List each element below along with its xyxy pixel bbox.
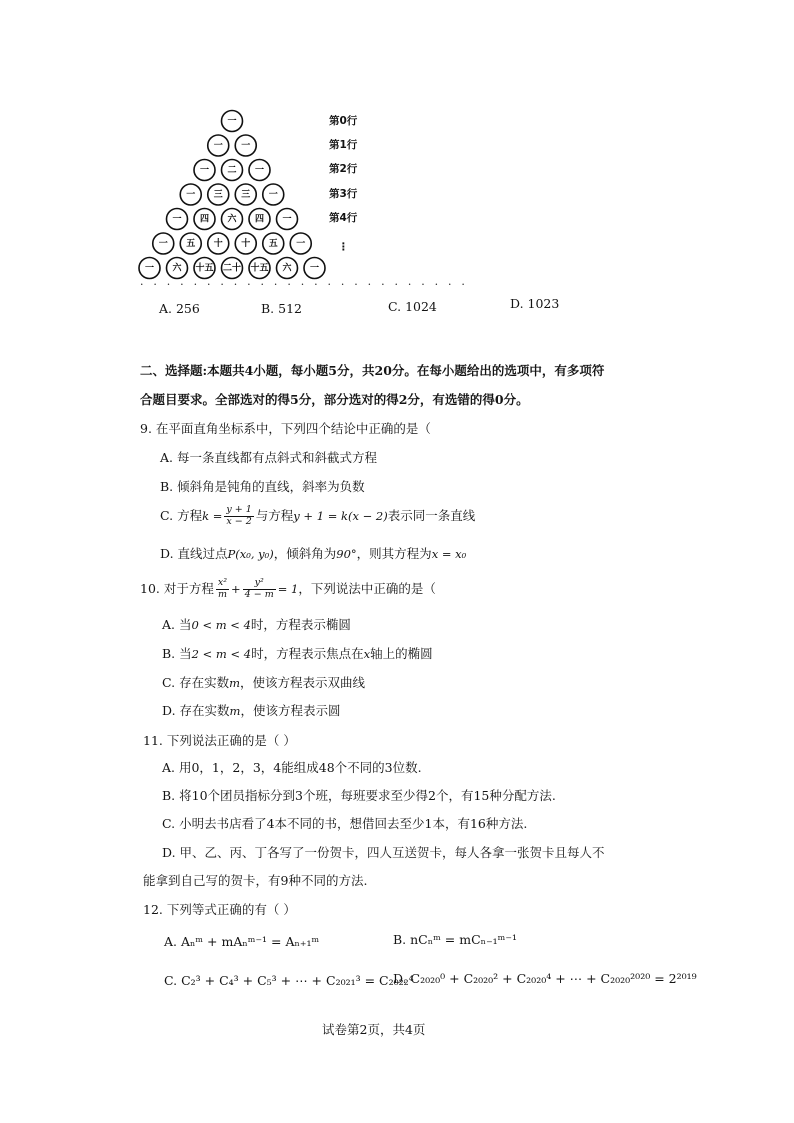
- triangle-node-label: 一: [268, 190, 278, 200]
- triangle-node: [222, 111, 243, 132]
- triangle-node-label: 四: [254, 214, 265, 225]
- q10-stem-prefix: 10. 对于方程: [140, 580, 214, 596]
- q11-stem: 11. 下列说法正确的是（ ）: [143, 733, 296, 748]
- q10-option-b: [162, 648, 433, 661]
- q10-b-condition: 2 < m < 4: [191, 647, 252, 661]
- q10-stem-suffix: ，下列说法中正确的是（: [298, 580, 436, 596]
- triangle-node: [153, 233, 174, 254]
- q9-d-point: P(x₀, y₀): [227, 547, 274, 561]
- q9-c-numerator: y + 1: [226, 504, 252, 515]
- triangle-node-label: 五: [268, 239, 278, 249]
- triangle-node: [235, 233, 256, 254]
- triangle-node: [304, 258, 325, 279]
- row-label: 第0行: [329, 115, 358, 127]
- q10-c-prefix: C. 存在实数: [162, 675, 230, 690]
- q9-c-equation: y + 1 = k(x − 2): [293, 508, 388, 523]
- triangle-node-label: 一: [241, 141, 251, 151]
- triangle-node-label: 一: [158, 239, 168, 249]
- q10-fraction-2: [243, 578, 276, 601]
- triangle-node-label: 一: [227, 116, 237, 127]
- triangle-node-label: 十: [213, 239, 223, 249]
- q11-option-c: C. 小明去书店看了4本不同的书，想借回去至少1本，有16种方法.: [162, 816, 528, 831]
- q8-option-d: D. 1023: [510, 296, 560, 311]
- triangle-node-label: 十: [241, 239, 251, 249]
- q10-equals: = 1: [277, 581, 299, 596]
- q10-stem: [140, 578, 436, 601]
- row-label: 第4行: [329, 212, 358, 224]
- q9-c-prefix: C. 方程: [160, 507, 203, 523]
- q10-b-suffix: 轴上的椭圆: [370, 646, 433, 661]
- triangle-node-label: 二: [227, 165, 237, 176]
- triangle-node: [194, 258, 215, 279]
- triangle-node: [180, 233, 201, 254]
- triangle-node-label: 一: [282, 214, 292, 225]
- q9-c-denominator: x − 2: [226, 515, 252, 527]
- triangle-node-label: 一: [254, 165, 265, 176]
- triangle-node: [139, 258, 160, 279]
- q12-option-a: A. Aₙᵐ + mAₙᵐ⁻¹ = Aₙ₊₁ᵐ: [164, 934, 320, 949]
- q8-option-a: A. 256: [159, 301, 200, 316]
- row-label: 第1行: [329, 139, 358, 151]
- q10-d-m: m: [229, 704, 241, 718]
- q10-c-m: m: [229, 676, 240, 690]
- q10-option-a: [162, 619, 351, 632]
- q10-a-prefix: A. 当: [162, 617, 192, 632]
- triangle-node: [180, 184, 201, 205]
- q9-c-mid: 与方程: [255, 507, 294, 523]
- q10-d-prefix: D. 存在实数: [162, 703, 230, 718]
- figure-bottom-dots: · · · · · · · · · · · · · · · · · · · · · · · · ·: [140, 278, 469, 291]
- q9-d-prefix: D. 直线过点: [160, 546, 228, 561]
- q9-d-angle: 90°: [336, 547, 357, 561]
- triangle-node: [194, 160, 215, 181]
- q9-d-mid2: ，则其方程为: [356, 546, 432, 561]
- triangle-node: [222, 209, 243, 230]
- triangle-node-label: 六: [282, 263, 292, 274]
- q10-d-suffix: ，使该方程表示圆: [240, 703, 341, 718]
- q12-option-c: C. C₂³ + C₄³ + C₅³ + ⋯ + C₂₀₂₁³ = C₂₀₂₂⁴: [164, 973, 414, 988]
- q10-a-condition: 0 < m < 4: [191, 618, 251, 632]
- triangle-node: [194, 209, 215, 230]
- triangle-node-label: 一: [199, 165, 210, 176]
- q10-b-x: x: [363, 647, 371, 661]
- triangle-node: [167, 258, 188, 279]
- triangle-node: [277, 209, 298, 230]
- triangle-node-label: 三: [213, 190, 223, 200]
- q9-d-equation: x = x₀: [431, 547, 467, 561]
- q10-option-d: [162, 705, 340, 718]
- triangle-node-label: 一: [172, 214, 182, 225]
- triangle-node: [235, 135, 256, 156]
- triangle-node: [222, 258, 243, 279]
- row-label-ellipsis: ⋮: [338, 241, 349, 253]
- triangle-node-label: 一: [213, 141, 223, 151]
- triangle-node: [249, 258, 270, 279]
- q11-option-b: B. 将10个团员指标分到3个班，每班要求至少得2个，有15种分配方法.: [162, 788, 556, 803]
- triangle-node-label: 十五: [250, 263, 269, 274]
- triangle-node-label: 六: [227, 214, 237, 225]
- q9-option-a: A. 每一条直线都有点斜式和斜截式方程: [160, 450, 377, 465]
- q10-fraction-1: [216, 578, 229, 601]
- q12-option-d: D. C₂₀₂₀⁰ + C₂₀₂₀² + C₂₀₂₀⁴ + ⋯ + C₂₀₂₀²⁰²⁰ = 2²⁰¹⁹: [393, 971, 697, 986]
- triangle-node: [208, 233, 229, 254]
- triangle-node-label: 六: [172, 263, 182, 274]
- triangle-node: [249, 160, 270, 181]
- triangle-node-label: 一: [186, 190, 196, 200]
- triangle-node-label: 一: [309, 263, 320, 274]
- triangle-node-label: 五: [186, 239, 196, 249]
- q9-c-k: k =: [202, 508, 223, 523]
- q10-b-prefix: B. 当: [162, 646, 192, 661]
- triangle-node-label: 四: [199, 214, 210, 225]
- triangle-node-label: 一: [296, 239, 306, 249]
- q11-option-d-line2: 能拿到自己写的贺卡，有9种不同的方法.: [143, 873, 368, 888]
- q12-stem: 12. 下列等式正确的有（ ）: [143, 902, 296, 917]
- q9-c-fraction: [224, 505, 253, 528]
- triangle-node: [208, 135, 229, 156]
- triangle-node: [277, 258, 298, 279]
- q10-f2-denominator: 4 − m: [244, 588, 274, 600]
- q9-option-d: [160, 548, 466, 561]
- q11-option-d-line1: D. 甲、乙、丙、丁各写了一份贺卡，四人互送贺卡，每人各拿一张贺卡且每人不: [162, 845, 605, 860]
- triangle-node-label: 一: [144, 263, 155, 274]
- q9-option-c: [160, 505, 475, 528]
- q10-f1-numerator: x²: [217, 577, 228, 588]
- q10-option-c: [162, 677, 365, 690]
- q9-option-b: B. 倾斜角是钝角的直线，斜率为负数: [160, 479, 365, 494]
- triangle-node: [249, 209, 270, 230]
- triangle-node: [222, 160, 243, 181]
- page-footer: 试卷第2页，共4页: [322, 1022, 426, 1037]
- q10-f1-denominator: m: [217, 588, 227, 600]
- triangle-node: [208, 184, 229, 205]
- row-label: 第3行: [329, 188, 358, 200]
- triangle-node-label: 十五: [195, 263, 214, 274]
- number-triangle-figure: [0, 0, 794, 300]
- q10-c-suffix: ，使该方程表示双曲线: [239, 675, 365, 690]
- triangle-node: [263, 184, 284, 205]
- q10-a-suffix: 时，方程表示椭圆: [250, 617, 351, 632]
- triangle-node-label: 二十: [222, 263, 242, 274]
- triangle-node-label: 三: [241, 190, 251, 200]
- triangle-node: [167, 209, 188, 230]
- section2-heading-line1: 二、选择题:本题共4小题，每小题5分，共20分。在每小题给出的选项中，有多项符: [140, 363, 605, 378]
- q9-d-mid: ，倾斜角为: [273, 546, 337, 561]
- q8-option-c: C. 1024: [388, 299, 437, 314]
- section2-heading-line2: 合题目要求。全部选对的得5分，部分选对的得2分，有选错的得0分。: [140, 392, 529, 407]
- q9-c-suffix: 表示同一条直线: [387, 507, 476, 523]
- q9-stem: 9. 在平面直角坐标系中，下列四个结论中正确的是（: [140, 421, 431, 436]
- q10-b-mid: 时，方程表示焦点在: [251, 646, 364, 661]
- triangle-svg: [0, 0, 794, 300]
- triangle-node: [235, 184, 256, 205]
- row-label: 第2行: [329, 163, 358, 175]
- triangle-node: [263, 233, 284, 254]
- q10-plus: +: [231, 581, 241, 596]
- q8-option-b: B. 512: [261, 301, 302, 316]
- triangle-node: [290, 233, 311, 254]
- q10-f2-numerator: y²: [243, 578, 276, 590]
- q12-option-b: B. nCₙᵐ = mCₙ₋₁ᵐ⁻¹: [393, 932, 517, 947]
- q11-option-a: A. 用0，1，2，3，4能组成48个不同的3位数.: [162, 760, 422, 775]
